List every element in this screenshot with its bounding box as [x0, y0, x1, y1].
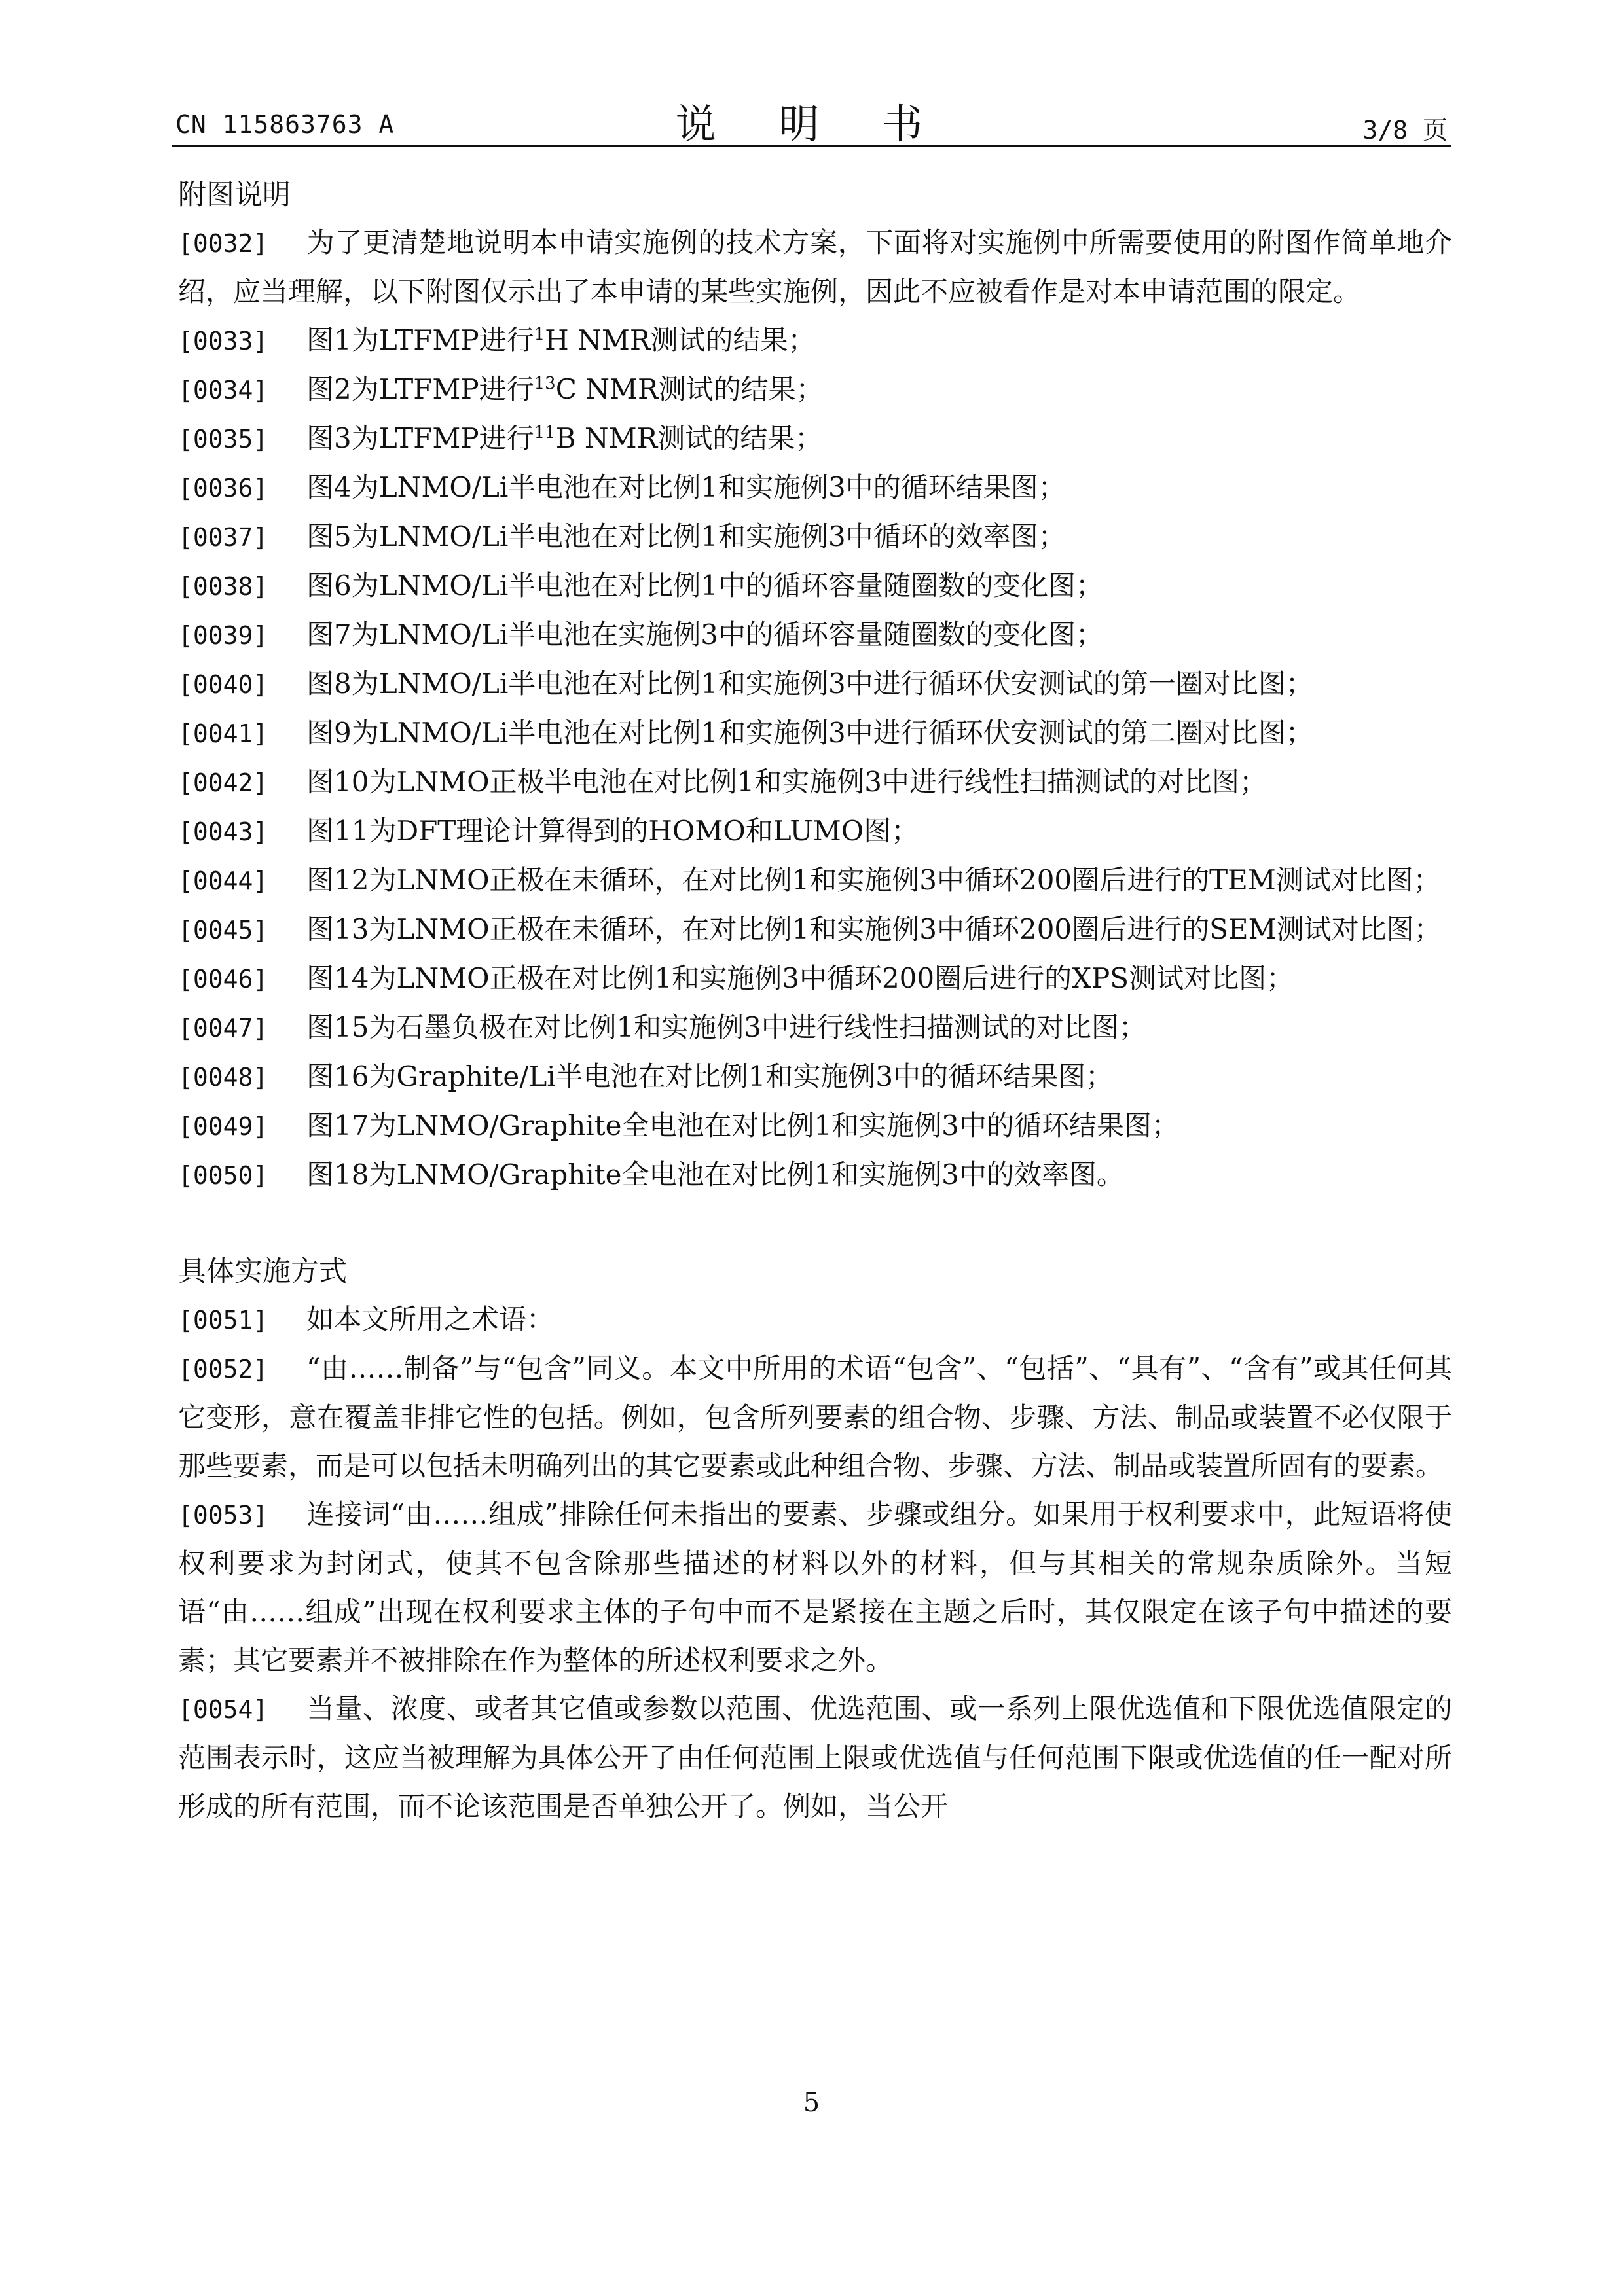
- paragraph: [178, 1344, 1452, 1490]
- paragraph-number: [0032]: [178, 229, 268, 258]
- paragraph-number: [0046]: [178, 965, 268, 994]
- paragraph: [178, 905, 1452, 954]
- paragraph-text: 图11为DFT理论计算得到的HOMO和LUMO图；: [306, 815, 919, 847]
- paragraph: [178, 463, 1452, 512]
- paragraph-text: 当量、浓度、或者其它值或参数以范围、优选范围、或一系列上限优选值和下限优选值限定的范围表示时，这应当被理解为具体公开了由任何范围上限或优选值与任何范围下限或优选值的任一配对所形成的所有范围，而不论该范围是否单独公开了。例如，当公开: [178, 1693, 1452, 1822]
- paragraph-text: 图12为LNMO正极在未循环，在对比例1和实施例3中循环200圈后进行的TEM测试对比图；: [306, 864, 1441, 896]
- paragraph-number: [0034]: [178, 376, 268, 404]
- page-header: [0, 0, 1623, 157]
- paragraph: [178, 316, 1452, 365]
- paragraph: [178, 414, 1452, 463]
- paragraph-text: 连接词“由……组成”排除任何未指出的要素、步骤或组分。如果用于权利要求中，此短语将使权利要求为封闭式，使其不包含除那些描述的材料以外的材料，但与其相关的常规杂质除外。当短语“由……组成”出现在权利要求主体的子句中而不是紧接在主题之后时，其仅限定在该子句中描述的要素；其它要素并不被排除在作为整体的所述权利要求之外。: [178, 1498, 1452, 1676]
- paragraph: [178, 1151, 1452, 1200]
- paragraph-number: [0045]: [178, 916, 268, 944]
- paragraph: [178, 709, 1452, 758]
- embodiment-paragraph-list: [178, 1295, 1452, 1831]
- paragraph-text: 图2为LTFMP进行: [306, 373, 534, 405]
- paragraph-number: [0048]: [178, 1063, 268, 1092]
- paragraph-text: 图5为LNMO/Li半电池在对比例1和实施例3中循环的效率图；: [306, 520, 1066, 552]
- section-heading-figures: 附图说明: [178, 179, 291, 211]
- document-body: [178, 171, 1452, 1831]
- paragraph-number: [0040]: [178, 670, 268, 699]
- paragraph-text: 图13为LNMO正极在未循环，在对比例1和实施例3中循环200圈后进行的SEM测试对比图；: [306, 913, 1442, 945]
- paragraph-text: 如本文所用之术语：: [306, 1303, 555, 1335]
- paragraph-number: [0051]: [178, 1306, 268, 1335]
- paragraph-number: [0039]: [178, 621, 268, 650]
- paragraph-text: C NMR测试的结果；: [555, 373, 824, 405]
- section-heading-embodiments: 具体实施方式: [178, 1255, 347, 1288]
- paragraph-text: 图10为LNMO正极半电池在对比例1和实施例3中进行线性扫描测试的对比图；: [306, 766, 1267, 798]
- paragraph: [178, 1102, 1452, 1151]
- paragraph-number: [0038]: [178, 572, 268, 601]
- paragraph: [178, 856, 1452, 905]
- isotope-superscript: 13: [534, 374, 556, 393]
- paragraph: [178, 1003, 1452, 1052]
- paragraph-number: [0036]: [178, 474, 268, 503]
- paragraph-number: [0050]: [178, 1161, 268, 1190]
- paragraph-text: 图3为LTFMP进行: [306, 422, 534, 454]
- paragraph: [178, 1685, 1452, 1831]
- paragraph-text: 图4为LNMO/Li半电池在对比例1和实施例3中的循环结果图；: [306, 471, 1066, 503]
- paragraph-text: 为了更清楚地说明本申请实施例的技术方案，下面将对实施例中所需要使用的附图作简单地介绍，应当理解，以下附图仅示出了本申请的某些实施例，因此不应被看作是对本申请范围的限定。: [178, 226, 1452, 308]
- paragraph: [178, 1295, 1452, 1344]
- paragraph: [178, 954, 1452, 1003]
- paragraph-text: 图9为LNMO/Li半电池在对比例1和实施例3中进行循环伏安测试的第二圈对比图；: [306, 717, 1313, 749]
- paragraph-number: [0049]: [178, 1112, 268, 1141]
- paragraph-text: “由……制备”与“包含”同义。本文中所用的术语“包含”、“包括”、“具有”、“含有”或其任何其它变形，意在覆盖非排它性的包括。例如，包含所列要素的组合物、步骤、方法、制品或装置不必仅限于那些要素，而是可以包括未明确列出的其它要素或此种组合物、步骤、方法、制品或装置所固有的要素。: [178, 1352, 1452, 1482]
- isotope-superscript: 1: [534, 325, 545, 344]
- header-rule: [172, 145, 1451, 147]
- paragraph-text: 图16为Graphite/Li半电池在对比例1和实施例3中的循环结果图；: [306, 1060, 1114, 1092]
- document-number: CN 115863763 A: [175, 110, 395, 139]
- paragraph-text: 图15为石墨负极在对比例1和实施例3中进行线性扫描测试的对比图；: [306, 1011, 1146, 1043]
- paragraph-number: [0037]: [178, 523, 268, 552]
- page-indicator: 3/8 页: [1362, 116, 1448, 145]
- paragraph-number: [0041]: [178, 719, 268, 748]
- paragraph: [178, 611, 1452, 660]
- paragraph-text: B NMR测试的结果；: [555, 422, 823, 454]
- paragraph: [178, 660, 1452, 709]
- paragraph-number: [0042]: [178, 768, 268, 797]
- figure-description-list: [178, 219, 1452, 1200]
- paragraph-text: 图17为LNMO/Graphite全电池在对比例1和实施例3中的循环结果图；: [306, 1109, 1179, 1141]
- paragraph-number: [0047]: [178, 1014, 268, 1043]
- paragraph-number: [0054]: [178, 1695, 268, 1724]
- paragraph-number: [0053]: [178, 1501, 268, 1530]
- paragraph-text: 图6为LNMO/Li半电池在对比例1中的循环容量随圈数的变化图；: [306, 569, 1103, 601]
- paragraph: [178, 365, 1452, 414]
- paragraph-number: [0043]: [178, 817, 268, 846]
- paragraph-number: [0033]: [178, 327, 268, 355]
- paragraph: [178, 562, 1452, 611]
- paragraph-text: 图8为LNMO/Li半电池在对比例1和实施例3中进行循环伏安测试的第一圈对比图；: [306, 668, 1313, 700]
- paragraph: [178, 1052, 1452, 1102]
- paragraph-text: 图7为LNMO/Li半电池在实施例3中的循环容量随圈数的变化图；: [306, 619, 1103, 651]
- paragraph-number: [0052]: [178, 1355, 268, 1384]
- paragraph: [178, 512, 1452, 562]
- paragraph: [178, 219, 1452, 316]
- isotope-superscript: 11: [534, 423, 556, 442]
- paragraph-number: [0035]: [178, 425, 268, 454]
- paragraph-number: [0044]: [178, 867, 268, 895]
- paragraph-text: 图14为LNMO正极在对比例1和实施例3中循环200圈后进行的XPS测试对比图；: [306, 962, 1294, 994]
- paragraph: [178, 1490, 1452, 1685]
- paragraph-text: H NMR测试的结果；: [545, 324, 816, 356]
- paragraph-text: 图18为LNMO/Graphite全电池在对比例1和实施例3中的效率图。: [306, 1158, 1124, 1191]
- section-gap: [178, 1200, 1452, 1248]
- paragraph: [178, 807, 1452, 856]
- paragraph: [178, 758, 1452, 807]
- paragraph-text: 图1为LTFMP进行: [306, 324, 534, 356]
- document-title: 说 明 书: [675, 100, 948, 148]
- page-number: 5: [803, 2088, 820, 2118]
